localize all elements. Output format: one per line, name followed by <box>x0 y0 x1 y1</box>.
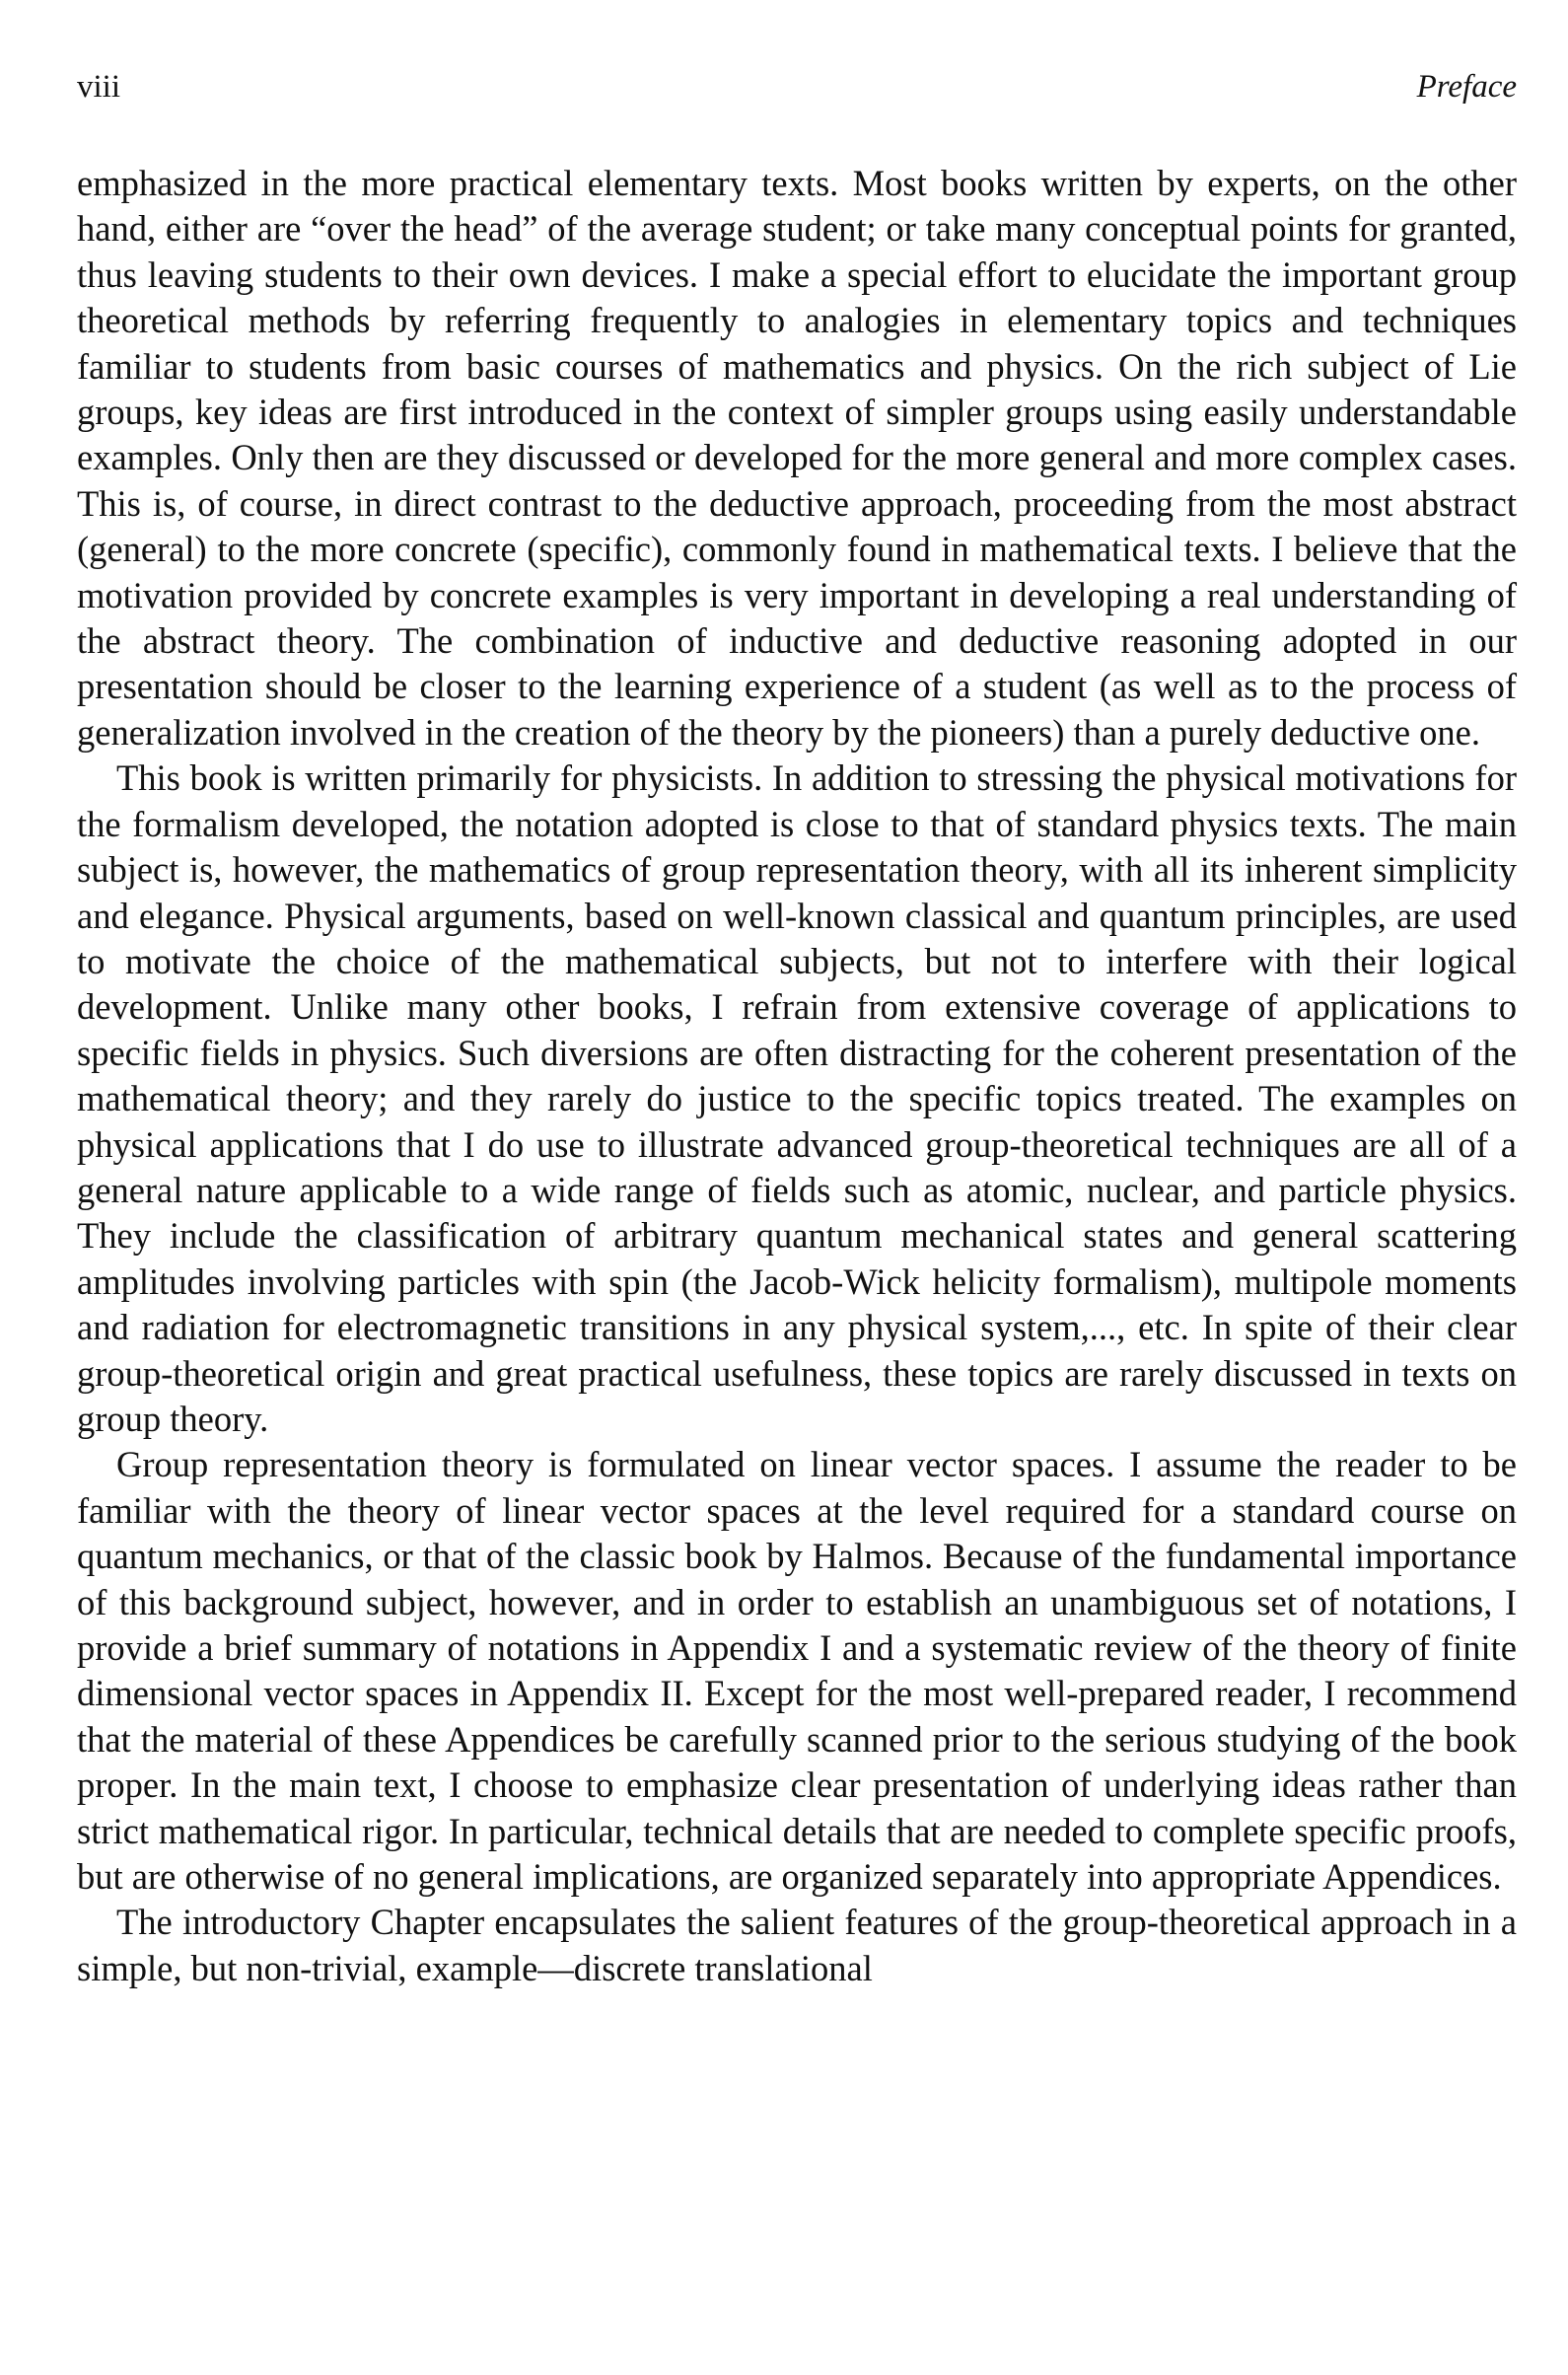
paragraph-audience: This book is written primarily for physicists. In addition to stressing the physical motivations for the formalism developed, the notation adopted is close to that of standard physics texts. The main subject is, however, the mathematics of group representation theory, with all its inherent simplicity and elegance. Physical arguments, based on well-known classical and quantum principles, are used to motivate the choice of the mathematical subjects, but not to interfere with their logical development. Unlike many other books, I refrain from extensive coverage of applications to specific fields in physics. Such diversions are often distracting for the coherent presentation of the mathematical theory; and they rarely do justice to the specific topics treated. The examples on physical applications that I do use to illustrate advanced group-theoretical techniques are all of a general nature applicable to a wide range of fields such as atomic, nuclear, and particle physics. They include the classification of arbitrary quantum mechanical states and general scattering amplitudes involving particles with spin (the Jacob-Wick helicity formalism), multipole moments and radiation for electromagnetic transitions in any physical system,..., etc. In spite of their clear group-theoretical origin and great practical usefulness, these topics are rarely discussed in texts on group theory. <box>77 757 1517 1439</box>
running-title: Preface <box>1416 69 1517 105</box>
body-text <box>77 161 1517 1991</box>
page-number: viii <box>77 69 121 105</box>
paragraph-continued: emphasized in the more practical elementary texts. Most books written by experts, on the other hand, either are “over the head” of the average student; or take many conceptual points for granted, thus leaving students to their own devices. I make a special effort to elucidate the important group theoretical methods by referring frequently to analogies in elementary topics and techniques familiar to students from basic courses of mathematics and physics. On the rich subject of Lie groups, key ideas are first introduced in the context of simpler groups using easily understandable examples. Only then are they discussed or developed for the more general and more complex cases. This is, of course, in direct contrast to the deductive approach, proceeding from the most abstract (general) to the more concrete (specific), commonly found in mathematical texts. I believe that the motivation provided by concrete examples is very important in developing a real understanding of the abstract theory. The combination of inductive and deductive reasoning adopted in our presentation should be closer to the learning experience of a student (as well as to the process of generalization involved in the creation of the theory by the pioneers) than a purely deductive one. <box>77 163 1517 753</box>
page-header <box>77 69 1517 118</box>
paragraph-introductory-chapter: The introductory Chapter encapsulates the salient features of the group-theoretical approach in a simple, but non-trivial, example—discrete translational <box>77 1902 1517 1988</box>
paragraph-prerequisites: Group representation theory is formulated on linear vector spaces. I assume the reader to be familiar with the theory of linear vector spaces at the level required for a standard course on quantum mechanics, or that of the classic book by Halmos. Because of the fundamental importance of this background subject, however, and in order to establish an unambiguous set of notations, I provide a brief summary of notations in Appendix I and a systematic review of the theory of finite dimensional vector spaces in Appendix II. Except for the most well-prepared reader, I recommend that the material of these Appendices be carefully scanned prior to the serious studying of the book proper. In the main text, I choose to emphasize clear presentation of underlying ideas rather than strict mathematical rigor. In particular, technical details that are needed to complete specific proofs, but are otherwise of no general implications, are organized separately into appropriate Appendices. <box>77 1444 1517 1898</box>
